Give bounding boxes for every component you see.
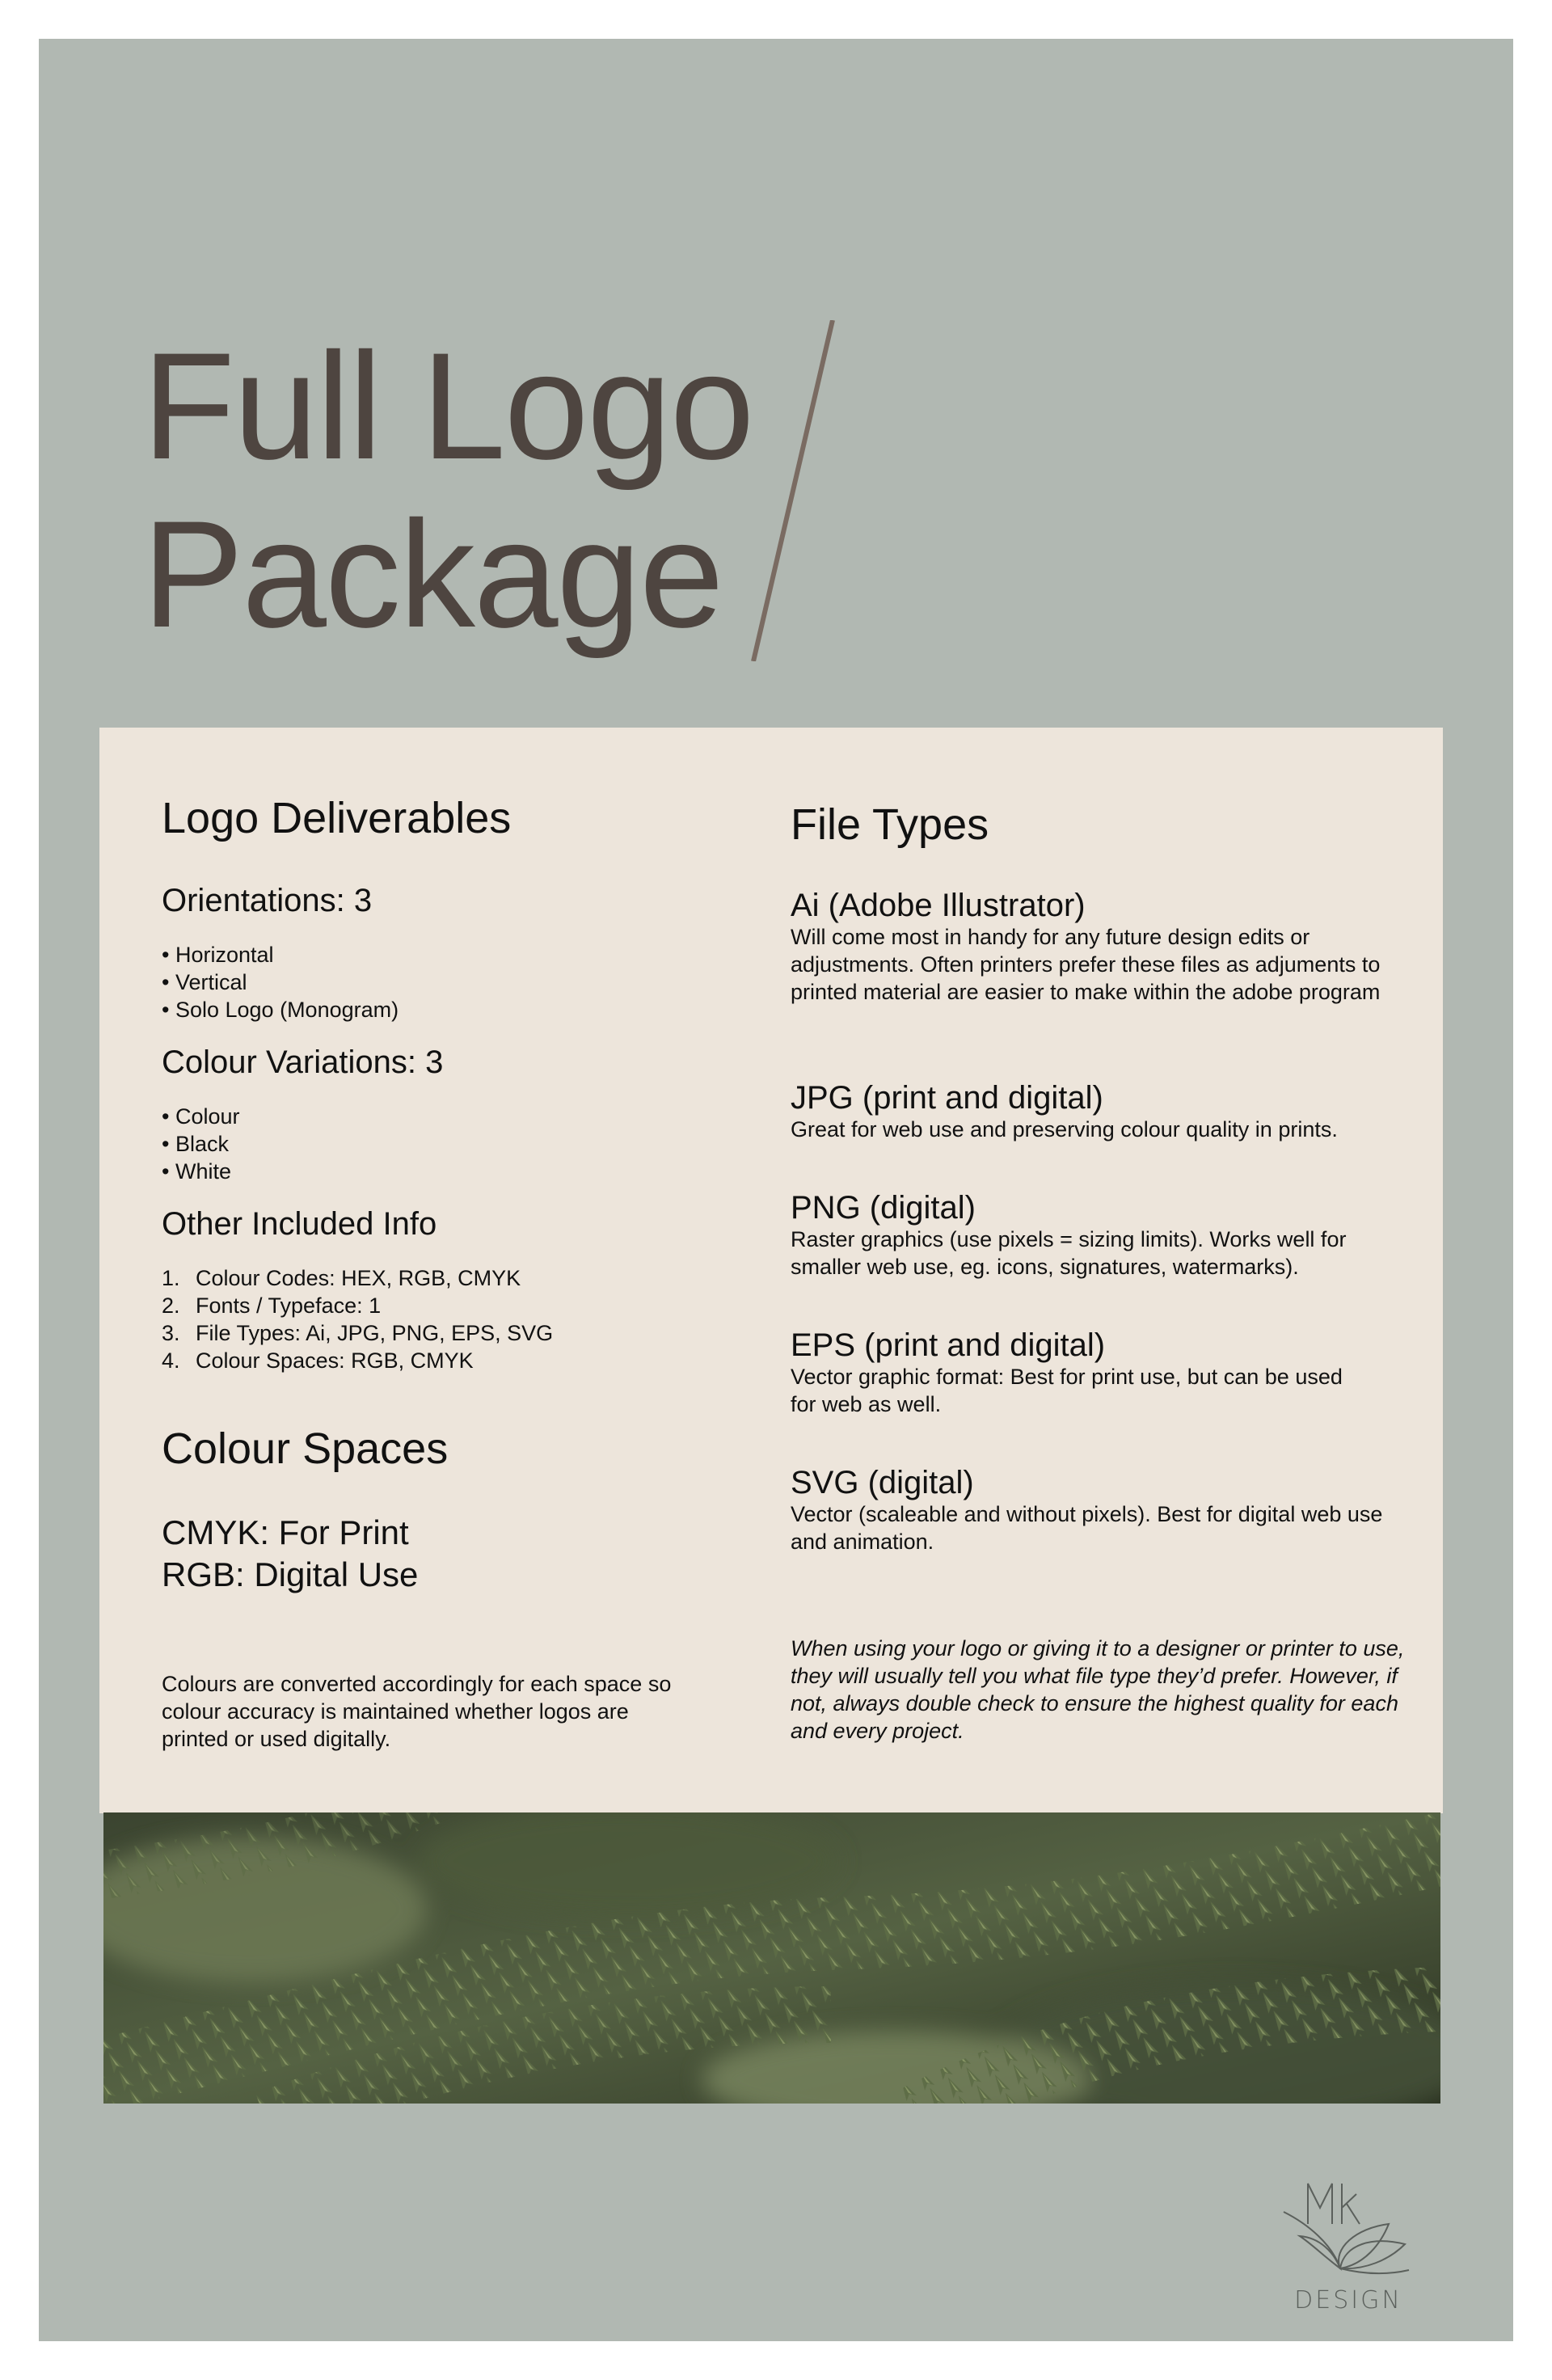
file-type-png-desc: Raster graphics (use pixels = sizing limits). Works well for smaller web use, eg. icons, signatures, watermarks). xyxy=(791,1227,1347,1279)
rgb-line: RGB: Digital Use xyxy=(162,1555,419,1593)
list-item: • Horizontal xyxy=(162,941,399,968)
list-item: • Solo Logo (Monogram) xyxy=(162,996,399,1023)
file-type-svg-desc: Vector (scaleable and without pixels). Best for digital web use and animation. xyxy=(791,1502,1383,1554)
list-item: 3. File Types: Ai, JPG, PNG, EPS, SVG xyxy=(162,1321,554,1345)
file-type-eps-name: EPS (print and digital) xyxy=(791,1327,1106,1363)
info-card xyxy=(99,728,1443,1813)
list-item: 4. Colour Spaces: RGB, CMYK xyxy=(162,1348,474,1373)
orientations-heading: Orientations: 3 xyxy=(162,883,373,918)
file-type-svg-name: SVG (digital) xyxy=(791,1465,974,1500)
file-types-note: When using your logo or giving it to a designer or printer to use, they will usually tell you what file type they’d prefer. However, if not, always double check to ensure the highest quality for each and every project. xyxy=(791,1636,1405,1743)
evergreen-branches-image xyxy=(103,1812,1440,2104)
colour-spaces-note: Colours are converted accordingly for each space so colour accuracy is maintained whether logos are printed or used digitally. xyxy=(162,1672,672,1751)
file-type-eps-desc: Vector graphic format: Best for print use, but can be used for web as well. xyxy=(791,1365,1343,1416)
file-type-jpg-desc: Great for web use and preserving colour quality in prints. xyxy=(791,1117,1338,1141)
colour-spaces-heading: Colour Spaces xyxy=(162,1424,449,1473)
other-info-heading: Other Included Info xyxy=(162,1206,437,1242)
evergreen-branches-photo xyxy=(103,1812,1440,2104)
list-item: • Colour xyxy=(162,1103,240,1130)
logo-deliverables-heading: Logo Deliverables xyxy=(162,794,512,842)
list-item: • White xyxy=(162,1158,240,1185)
title-line-2: Package xyxy=(142,489,723,659)
file-types-heading: File Types xyxy=(791,800,989,849)
file-type-png-name: PNG (digital) xyxy=(791,1190,976,1226)
divider-slash xyxy=(737,320,850,661)
file-type-jpg-name: JPG (print and digital) xyxy=(791,1080,1103,1116)
leaf-monogram-icon xyxy=(1276,2180,1421,2285)
cmyk-line: CMYK: For Print xyxy=(162,1513,409,1551)
list-item: 1. Colour Codes: HEX, RGB, CMYK xyxy=(162,1266,521,1290)
logo-wordmark: DESIGN xyxy=(1294,2286,1402,2315)
colour-variations-heading: Colour Variations: 3 xyxy=(162,1044,444,1080)
orientations-list xyxy=(162,941,399,1023)
mk-design-logo xyxy=(1276,2180,1421,2317)
other-info-list xyxy=(162,1264,553,1374)
poster-page xyxy=(39,39,1513,2341)
page-title xyxy=(142,322,753,658)
file-type-ai-name: Ai (Adobe Illustrator) xyxy=(791,888,1086,923)
list-item: • Black xyxy=(162,1130,240,1158)
list-item: • Vertical xyxy=(162,968,399,996)
title-line-1: Full Logo xyxy=(142,321,753,491)
list-item: 2. Fonts / Typeface: 1 xyxy=(162,1293,382,1318)
file-type-ai-desc: Will come most in handy for any future design edits or adjustments. Often printers prefer these files as adjuments to printed material are easier to make within the adobe program xyxy=(791,925,1381,1004)
colour-variations-list xyxy=(162,1103,240,1185)
